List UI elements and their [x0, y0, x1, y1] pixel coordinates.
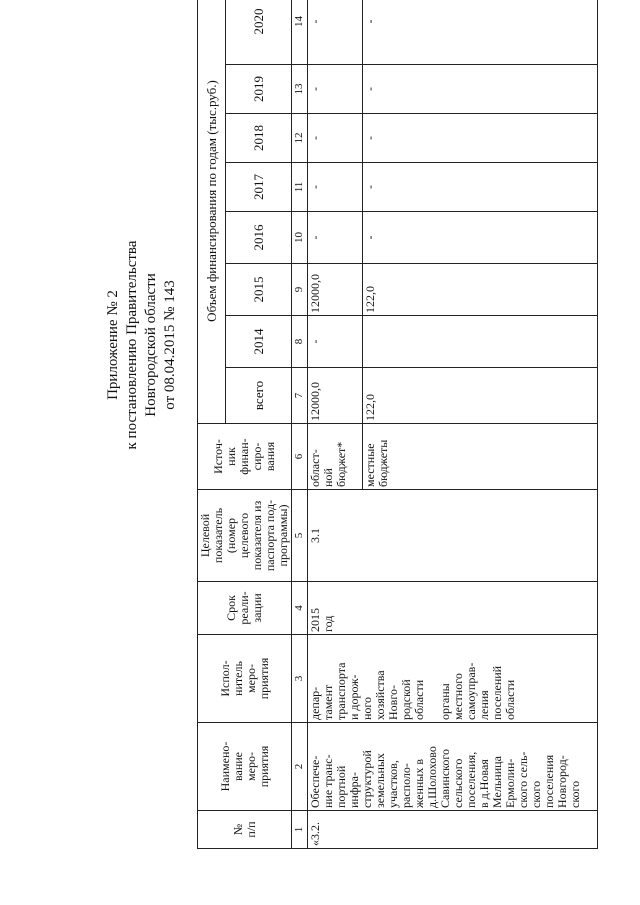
header-num: № п/п [198, 811, 292, 849]
col-number: 7 [292, 368, 308, 424]
header-term: Срок реали- зации [198, 582, 292, 635]
row-num: «3.2. [308, 811, 598, 849]
col-number: 9 [292, 264, 308, 316]
source-2015: 122,0 [363, 264, 598, 316]
source-2020: - [363, 0, 598, 65]
header-year-2014: 2014 [225, 316, 291, 368]
col-number: 14 [292, 0, 308, 65]
col-number: 12 [292, 114, 308, 163]
header-year-2016: 2016 [225, 212, 291, 264]
column-number-row [292, 0, 308, 849]
col-number: 4 [292, 582, 308, 635]
header-target: Целевой показатель (номер целевого показателя из паспорта под- программы) [198, 490, 292, 582]
row-term: 2015 год [308, 582, 598, 635]
header-year-2019: 2019 [225, 65, 291, 114]
header-funding: Объем финансирования по годам (тыс.руб.) [198, 0, 226, 424]
col-number: 5 [292, 490, 308, 582]
source-2018: - [308, 114, 363, 163]
col-number: 3 [292, 635, 308, 723]
source-2017: - [308, 163, 363, 212]
header-name: Наимено- вание меро- приятия [198, 723, 292, 811]
col-number: 13 [292, 65, 308, 114]
col-number: 8 [292, 316, 308, 368]
source-2019: - [308, 65, 363, 114]
header-total: всего [225, 368, 291, 424]
header-year-2017: 2017 [225, 163, 291, 212]
header-line-1: Приложение № 2 [105, 290, 121, 400]
source-total: 12000,0 [308, 368, 363, 424]
row-executor: депар- тамент транспорта и дорож- ного хозяйства Новго- родской области органы местного самоуправ- ления поселений области [308, 635, 598, 723]
source-2020: - [308, 0, 363, 65]
source-2017: - [363, 163, 598, 212]
col-number: 6 [292, 424, 308, 490]
appendix-header [104, 135, 180, 555]
header-line-3: Новгородской области [143, 273, 159, 417]
source-total: 122,0 [363, 368, 598, 424]
source-2018: - [363, 114, 598, 163]
col-number: 11 [292, 163, 308, 212]
source-2019: - [363, 65, 598, 114]
header-year-2020: 2020 [225, 0, 291, 65]
source-label: област- ной бюджет* [308, 424, 363, 490]
header-executor: Испол- нитель меро- приятия [198, 635, 292, 723]
source-2016: - [308, 212, 363, 264]
header-source: Источ- ник финан- сиро- вания [198, 424, 292, 490]
col-number: 2 [292, 723, 308, 811]
activity-plan-table [197, 0, 598, 849]
row-activity-name: Обеспече- ние транс- портной инфра- структурой земельных участков, располо- женных в д.Шолохово Савинского сельского поселения, в д.Новая Мельница Ермолин- ского сель- ского поселения Новгород- ского [308, 723, 598, 811]
source-2014: - [308, 316, 363, 368]
source-2015: 12000,0 [308, 264, 363, 316]
header-row-1 [198, 0, 226, 849]
header-line-4: от 08.04.2015 № 143 [162, 280, 178, 410]
header-line-2: к постановлению Правительства [124, 240, 140, 450]
row-target: 3.1 [308, 490, 598, 582]
source-2014 [363, 316, 598, 368]
header-year-2018: 2018 [225, 114, 291, 163]
source-2016: - [363, 212, 598, 264]
header-year-2015: 2015 [225, 264, 291, 316]
table-row [308, 0, 363, 849]
col-number: 10 [292, 212, 308, 264]
source-label: местные бюджеты [363, 424, 598, 490]
col-number: 1 [292, 811, 308, 849]
